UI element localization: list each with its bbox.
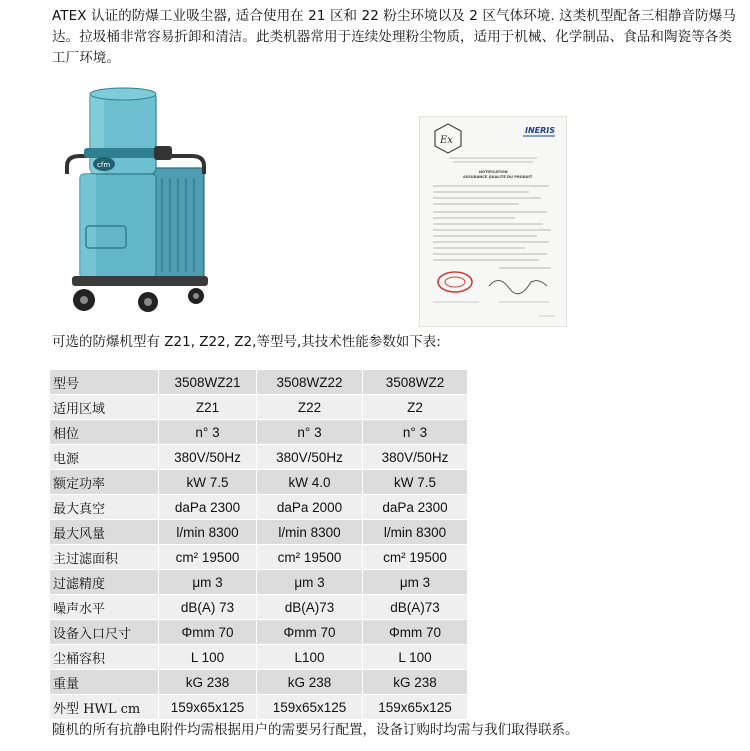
vacuum-cleaner-image xyxy=(62,86,212,321)
table-row xyxy=(50,470,468,495)
table-row xyxy=(50,370,468,395)
row-label: 最大真空 xyxy=(50,495,159,520)
table-cell: n° 3 xyxy=(159,420,257,445)
table-cell: Z2 xyxy=(363,395,468,420)
ineris-logo: INERIS xyxy=(525,126,556,135)
footer-note: 随机的所有抗静电附件均需根据用户的需要另行配置，设备订购时均需与我们取得联系。 xyxy=(52,722,579,738)
table-cell: kW 7.5 xyxy=(159,470,257,495)
table-cell: L 100 xyxy=(159,645,257,670)
table-cell: Φmm 70 xyxy=(257,620,363,645)
table-cell: n° 3 xyxy=(257,420,363,445)
table-cell: dB(A) 73 xyxy=(159,595,257,620)
table-cell: 380V/50Hz xyxy=(257,445,363,470)
table-cell: l/min 8300 xyxy=(363,520,468,545)
table-cell: 159x65x125 xyxy=(363,695,468,720)
table-cell: 380V/50Hz xyxy=(159,445,257,470)
row-label: 型号 xyxy=(50,370,159,395)
row-label: 过滤精度 xyxy=(50,570,159,595)
row-label: 外型 HWL cm xyxy=(50,695,159,720)
table-cell: daPa 2000 xyxy=(257,495,363,520)
table-cell: l/min 8300 xyxy=(257,520,363,545)
table-cell: Φmm 70 xyxy=(363,620,468,645)
table-row xyxy=(50,495,468,520)
table-row xyxy=(50,420,468,445)
model-options-line: 可选的防爆机型有 Z21, Z22, Z2,等型号,其技术性能参数如下表: xyxy=(52,334,441,350)
table-cell: dB(A)73 xyxy=(363,595,468,620)
table-row xyxy=(50,670,468,695)
table-cell: μm 3 xyxy=(159,570,257,595)
table-cell: kG 238 xyxy=(257,670,363,695)
certificate-heading: NOTIFICATION xyxy=(479,170,508,174)
atex-certificate-image xyxy=(419,116,567,327)
table-cell: 159x65x125 xyxy=(257,695,363,720)
table-cell: daPa 2300 xyxy=(159,495,257,520)
table-cell: n° 3 xyxy=(363,420,468,445)
row-label: 噪声水平 xyxy=(50,595,159,620)
row-label: 尘桶容积 xyxy=(50,645,159,670)
certificate-subheading: ASSURANCE QUALITE DU PRODUIT xyxy=(463,175,533,179)
row-label: 主过滤面积 xyxy=(50,545,159,570)
table-cell: 3508WZ22 xyxy=(257,370,363,395)
table-row xyxy=(50,645,468,670)
table-cell: μm 3 xyxy=(257,570,363,595)
table-cell: cm² 19500 xyxy=(363,545,468,570)
table-cell: Z22 xyxy=(257,395,363,420)
table-cell: 3508WZ2 xyxy=(363,370,468,395)
table-row xyxy=(50,595,468,620)
table-cell: daPa 2300 xyxy=(363,495,468,520)
table-cell: kG 238 xyxy=(363,670,468,695)
row-label: 最大风量 xyxy=(50,520,159,545)
table-row xyxy=(50,520,468,545)
table-cell: kG 238 xyxy=(159,670,257,695)
table-cell: L100 xyxy=(257,645,363,670)
table-cell: kW 4.0 xyxy=(257,470,363,495)
table-row xyxy=(50,695,468,720)
table-cell: l/min 8300 xyxy=(159,520,257,545)
table-cell: dB(A)73 xyxy=(257,595,363,620)
table-row xyxy=(50,545,468,570)
table-row xyxy=(50,570,468,595)
table-cell: μm 3 xyxy=(363,570,468,595)
table-cell: kW 7.5 xyxy=(363,470,468,495)
intro-paragraph: ATEX 认证的防爆工业吸尘器, 适合使用在 21 区和 22 粉尘环境以及 2 区气体环境. 这类机型配备三相静音防爆马达。拉圾桶非常容易折卸和清洁。此类机器常用于连续处理粉尘物质，适用于机械、化学制品、食品和陶瓷等各类工厂环境。 xyxy=(52,8,736,66)
table-cell: Z21 xyxy=(159,395,257,420)
table-cell: Φmm 70 xyxy=(159,620,257,645)
table-row xyxy=(50,445,468,470)
spec-table xyxy=(49,369,468,720)
table-row xyxy=(50,395,468,420)
table-cell: 380V/50Hz xyxy=(363,445,468,470)
row-label: 重量 xyxy=(50,670,159,695)
ex-mark: Ex xyxy=(440,135,453,146)
table-cell: 159x65x125 xyxy=(159,695,257,720)
row-label: 适用区域 xyxy=(50,395,159,420)
row-label: 相位 xyxy=(50,420,159,445)
table-row xyxy=(50,620,468,645)
svg-text:cfm: cfm xyxy=(97,161,111,169)
table-cell: L 100 xyxy=(363,645,468,670)
row-label: 电源 xyxy=(50,445,159,470)
table-cell: cm² 19500 xyxy=(257,545,363,570)
row-label: 设备入口尺寸 xyxy=(50,620,159,645)
table-cell: 3508WZ21 xyxy=(159,370,257,395)
row-label: 额定功率 xyxy=(50,470,159,495)
table-cell: cm² 19500 xyxy=(159,545,257,570)
